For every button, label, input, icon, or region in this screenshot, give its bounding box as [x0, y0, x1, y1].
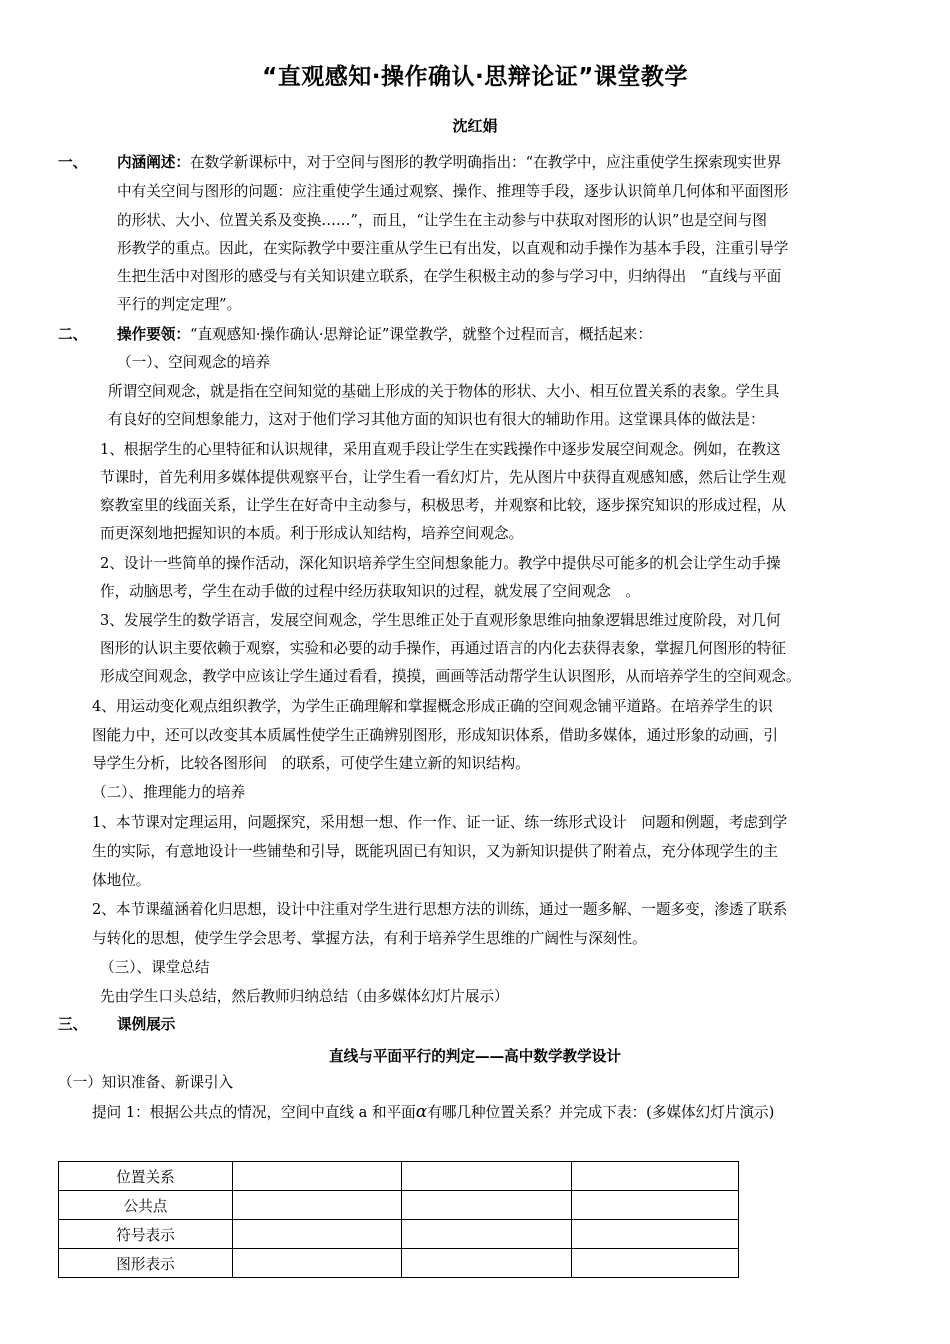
- subsection-heading: （一）、空间观念的培养: [117, 354, 271, 371]
- table-cell[interactable]: [402, 1249, 572, 1278]
- paragraph-line: 导学生分析，比较各图形间 的联系，可使学生建立新的知识结构。: [92, 755, 530, 772]
- paragraph-line: 生的实际，有意地设计一些铺垫和引导，既能巩固已有知识，又为新知识提供了附着点，充分体现学生的主: [92, 843, 778, 860]
- paragraph-line: 体地位。: [92, 872, 151, 889]
- table-header-cell: 公共点: [59, 1191, 233, 1220]
- subsection-heading: （二）、推理能力的培养: [92, 784, 246, 801]
- paragraph-line: 平行的判定定理”。: [117, 296, 242, 313]
- table-cell[interactable]: [233, 1249, 402, 1278]
- paragraph-line: 中有关空间与图形的问题：应注重使学生通过观察、操作、推理等手段，逐步认识简单几何体和平面图形: [117, 183, 789, 200]
- paragraph-line: 而更深刻地把握知识的本质。利于形成认知结构，培养空间观念。: [100, 525, 524, 542]
- subsection-heading: （三）、课堂总结: [100, 959, 210, 976]
- table-row: [59, 1249, 739, 1278]
- table-cell[interactable]: [233, 1220, 402, 1249]
- table-header-cell: 符号表示: [59, 1220, 233, 1249]
- relation-table: [58, 1161, 739, 1278]
- document-title: “直观感知·操作确认·思辩论证”课堂教学: [262, 64, 688, 90]
- paragraph-line: 1、本节课对定理运用，问题探究，采用想一想、作一作、证一证、练一练形式设计 问题和例题，考虑到学: [92, 814, 788, 831]
- paragraph-line: 与转化的思想，使学生学会思考、掌握方法，有利于培养学生思维的广阔性与深刻性。: [92, 930, 647, 947]
- paragraph-line: 先由学生口头总结，然后教师归纳总结（由多媒体幻灯片展示）: [100, 988, 509, 1005]
- paragraph-line: 节课时，首先利用多媒体提供观察平台，让学生看一看幻灯片，先从图片中获得直观感知感，然后让学生观: [100, 469, 786, 486]
- table-cell[interactable]: [233, 1191, 402, 1220]
- paragraph-line: 4、用运动变化观点组织教学，为学生正确理解和掌握概念形成正确的空间观念铺平道路。在培养学生的识: [92, 698, 773, 715]
- paragraph-line: 生把生活中对图形的感受与有关知识建立联系，在学生积极主动的参与学习中，归纳得出 “直线与平面: [117, 268, 782, 285]
- table-cell[interactable]: [402, 1220, 572, 1249]
- table-cell[interactable]: [572, 1191, 739, 1220]
- paragraph-line: 2、设计一些简单的操作活动，深化知识培养学生空间想象能力。教学中提供尽可能多的机会让学生动手操: [100, 555, 781, 572]
- question-line: [92, 1103, 774, 1122]
- paragraph-line: 1、根据学生的心里特征和认识规律，采用直观手段让学生在实践操作中逐步发展空间观念。例如，在教这: [100, 441, 781, 458]
- paragraph-line: 作，动脑思考，学生在动手做的过程中经历获取知识的过程，就发展了空间观念 。: [100, 583, 640, 600]
- paragraph-line: 3、发展学生的数学语言，发展空间观念，学生思维正处于直观形象思维向抽象逻辑思维过度阶段，对几何: [100, 612, 781, 629]
- paragraph-line: 形教学的重点。因此，在实际教学中要注重从学生已有出发，以直观和动手操作为基本手段，注重引导学: [117, 240, 789, 257]
- table-cell[interactable]: [402, 1191, 572, 1220]
- paragraph-line: 形成空间观念，教学中应该让学生通过看看，摸摸，画画等活动帮学生认识图形，从而培养学生的空间观念。: [100, 668, 801, 685]
- alpha-symbol: α: [415, 1102, 428, 1122]
- paragraph-line: “直观感知·操作确认·思辩论证”课堂教学，就整个过程而言，概括起来：: [189, 326, 652, 343]
- paragraph-line: 有良好的空间想象能力，这对于他们学习其他方面的知识也有很大的辅助作用。这堂课具体的做法是：: [108, 411, 765, 428]
- table-cell[interactable]: [402, 1162, 572, 1191]
- part-heading: （一）知识准备、新课引入: [58, 1074, 234, 1091]
- table-header-cell: 图形表示: [59, 1249, 233, 1278]
- section-2-number: 二、: [58, 326, 88, 343]
- table-header-cell: 位置关系: [59, 1162, 233, 1191]
- section-2-label: 操作要领：: [117, 326, 190, 343]
- paragraph-line: 图形的认识主要依赖于观察，实验和必要的动手操作，再通过语言的内化去获得表象，掌握几何图形的特征: [100, 640, 786, 657]
- table-cell[interactable]: [572, 1162, 739, 1191]
- section-2-first-line: [117, 326, 652, 344]
- section-3-label: 课例展示: [117, 1016, 176, 1033]
- table-cell[interactable]: [572, 1220, 739, 1249]
- paragraph-line: 的形状、大小、位置关系及变换……”，而且，“让学生在主动参与中获取对图形的认识”也是空间与图: [117, 212, 767, 229]
- table-cell[interactable]: [233, 1162, 402, 1191]
- table-cell[interactable]: [572, 1249, 739, 1278]
- section-1-first-line: [117, 154, 781, 172]
- table-row: [59, 1191, 739, 1220]
- paragraph-line: 所谓空间观念，就是指在空间知觉的基础上形成的关于物体的形状、大小、相互位置关系的表象。学生具: [108, 383, 780, 400]
- paragraph-line: 2、本节课蕴涵着化归思想，设计中注重对学生进行思想方法的训练，通过一题多解、一题多变，渗透了联系: [92, 901, 788, 918]
- paragraph-line: 在数学新课标中，对于空间与图形的教学明确指出：“在教学中，应注重使学生探索现实世界: [189, 154, 782, 171]
- table-row: [59, 1162, 739, 1191]
- lesson-subtitle: 直线与平面平行的判定——高中数学教学设计: [329, 1048, 621, 1065]
- table-row: [59, 1220, 739, 1249]
- paragraph-line: 图能力中，还可以改变其本质属性使学生正确辨别图形，形成知识体系，借助多媒体，通过形象的动画，引: [92, 727, 778, 744]
- paragraph-line: 察教室里的线面关系，让学生在好奇中主动参与，积极思考，并观察和比较，逐步探究知识的形成过程，从: [100, 497, 786, 514]
- section-1-label: 内涵阐述：: [117, 154, 190, 171]
- section-1-number: 一、: [58, 154, 88, 171]
- section-3-number: 三、: [58, 1016, 88, 1033]
- question-text: 有哪几种位置关系？并完成下表：(多媒体幻灯片演示): [427, 1104, 775, 1121]
- question-text: 提问 1：根据公共点的情况，空间中直线 a 和平面: [92, 1104, 416, 1121]
- author-name: 沈红娟: [452, 117, 498, 135]
